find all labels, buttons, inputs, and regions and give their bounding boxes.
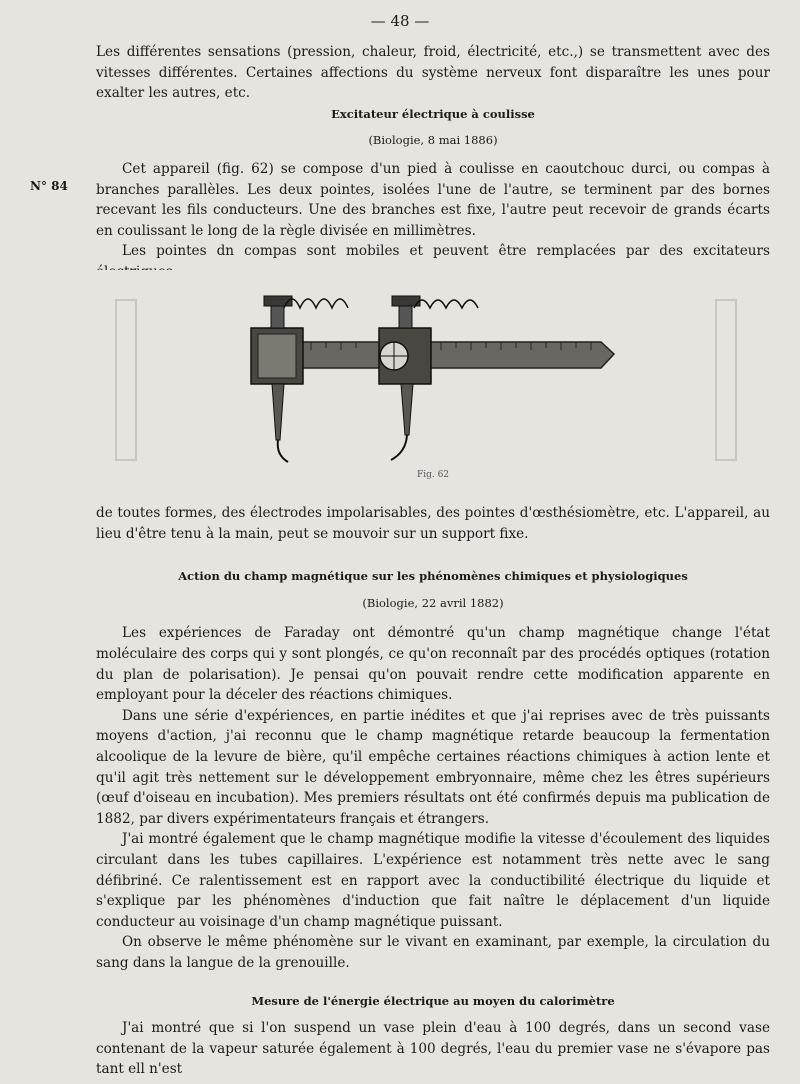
section-title-champ-magnetique: Action du champ magnétique sur les phénomènes chimiques et physiologiques (178, 569, 688, 584)
margin-entry-number: N° 84 (30, 179, 68, 193)
faraday-paragraph: Les expériences de Faraday ont démontré qu'un champ magnétique change l'état moléculaire des corps qui y sont plongés, ce qu'on reconnaît par des procédés optiques (rotation du plan de polarisation). Je pensai qu'on pouvait rendre cette modification apparente en employant pour la déceler des réactions chimiques. (96, 625, 770, 704)
section-title-calorimetre: Mesure de l'énergie électrique au moyen du calorimètre (251, 994, 615, 1009)
top-text-block (96, 42, 770, 283)
intro-paragraph: Les différentes sensations (pression, chaleur, froid, électricité, etc.,) se transmettent avec des vitesses différentes. Certaines affections du système nerveux font disparaître les unes pour exalter les autres, etc. (96, 44, 770, 102)
grenouille-paragraph: On observe le même phénomène sur le vivant en examinant, par exemple, la circulation du sang dans la langue de la grenouille. (96, 934, 770, 971)
experiences-paragraph: Dans une série d'expériences, en partie inédites et que j'ai reprises avec de très puissants moyens d'action, j'ai reconnu que le champ magnétique retarde beaucoup la fermentation alcoolique de la levure de bière, qu'il empêche certaines réactions chimiques à action lente et qu'il agit très nettement sur le développement embryonnaire, même chez les êtres supérieurs (œuf d'oiseau en incubation). Mes premiers résultats ont été confirmés depuis ma publication de 1882, par divers expérimentateurs français et étrangers. (96, 707, 770, 827)
excitateur-description: Cet appareil (fig. 62) se compose d'un pied à coulisse en caoutchouc durci, ou compas à branches parallèles. Les deux pointes, isolées l'une de l'autre, se terminent par des bornes recevant les fils conducteurs. Une des branches est fixe, l'autre peut recevoir de grands écarts en coulissant le long de la règle divisée en millimètres. (96, 160, 770, 239)
figure-62-caliper-illustration (96, 270, 770, 485)
section-title-excitateur: Excitateur électrique à coulisse (331, 106, 535, 121)
capillaires-paragraph: J'ai montré également que le champ magnétique modifie la vitesse d'écoulement des liquides circulant dans les tubes capillaires. L'expérience est notamment très nette avec le sang défibriné. Ce ralentissement est en rapport avec la conductibilité électrique du liquide et s'explique par les phénomènes d'induction que fait naître le déplacement d'un liquide conducteur au voisinage d'un champ magnétique puissant. (96, 831, 770, 930)
page-number: — 48 — (370, 12, 430, 30)
calorimetre-paragraph: J'ai montré que si l'on suspend un vase plein d'eau à 100 degrés, dans un second vase contenant de la vapeur saturée également à 100 degrés, l'eau du premier vase ne s'évapore pas tant ell n'est (96, 1020, 770, 1078)
section-source-excitateur: (Biologie, 8 mai 1886) (368, 133, 498, 148)
figure-caption: Fig. 62 (416, 470, 450, 480)
excitateur-continuation: de toutes formes, des électrodes impolarisables, des pointes d'œsthésiomètre, etc. L'appareil, au lieu d'être tenu à la main, peut se mouvoir sur un support fixe. (96, 505, 770, 542)
caliper-engraving (96, 270, 770, 470)
lower-text-block (96, 503, 770, 1080)
excitateur-pointes: Les pointes dn compas sont mobiles et peuvent être remplacées par des excitateurs (122, 243, 770, 260)
section-source-champ-magnetique: (Biologie, 22 avril 1882) (362, 595, 504, 610)
